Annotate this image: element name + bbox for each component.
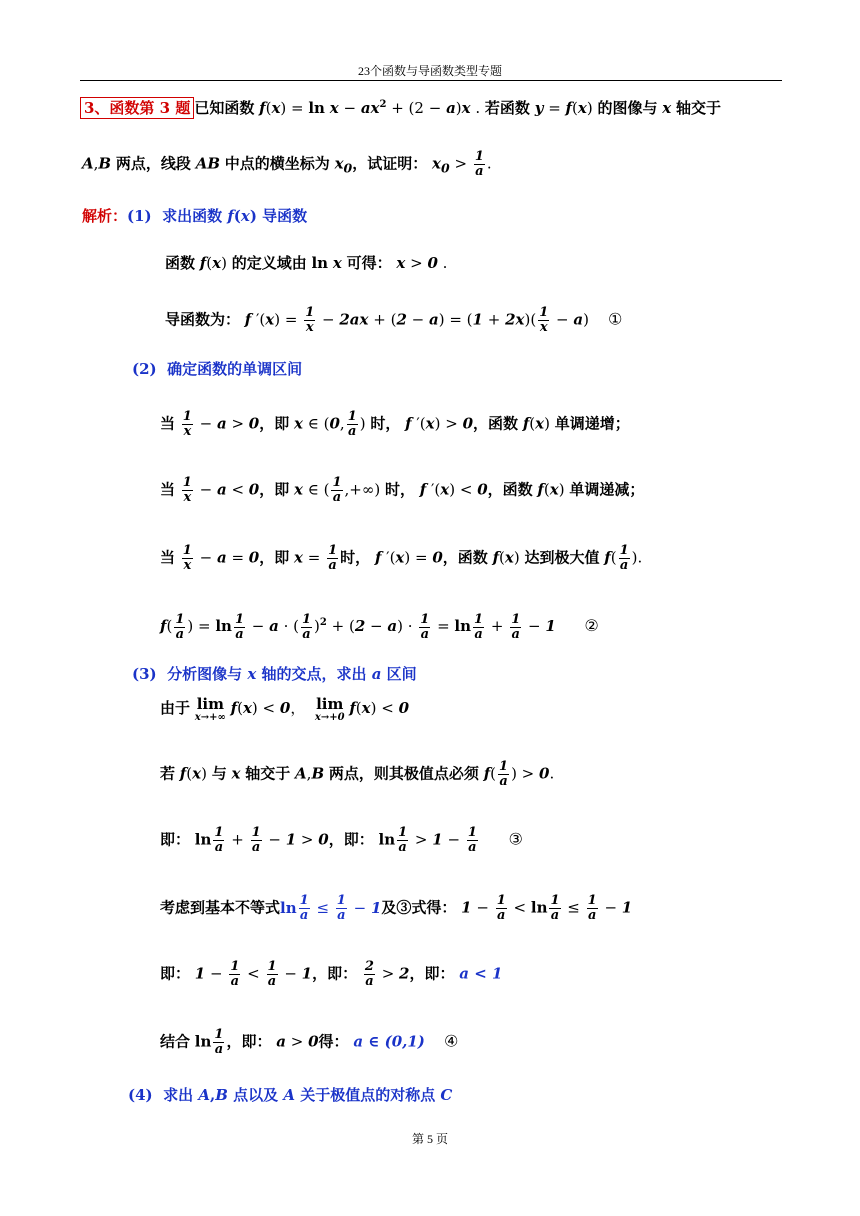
- solution-step-3-line-3: 即： ln $\frac{1}{a}$ + $\frac{1}{a}$ − 1 > 0，即： ln $\frac{1}{a}$ > 1 − $\frac{1}{a}$ ③: [160, 825, 523, 855]
- solution-step-3-title: (3) 分析图像与 x 轴的交点，求出 a 区间: [132, 665, 417, 683]
- solution-step-1-line-2: 导函数为： f ′(x) = $\frac{1}{x}$ − 2ax + (2 − a) = (1 + 2x)( $\frac{1}{x}$ − a) ①: [165, 305, 623, 335]
- solution-step-4-title: (4) 求出 A,B 点以及 A 关于极值点的对称点 C: [128, 1086, 453, 1104]
- solution-step-2-line-1: 当 $\frac{1}{x}$ − a > 0，即 x ∈ (0, $\frac{1}{a}$ ) 时， f ′(x) > 0，函数 f(x) 单调递增；: [160, 409, 630, 439]
- solution-step-1-line-1: 函数 f(x) 的定义域由 ln x 可得： x > 0 .: [165, 254, 448, 272]
- solution-step-1-title: 解析：(1) 求出函数 f(x) 导函数: [82, 207, 308, 225]
- page-footer: 第 5 页: [411, 1132, 448, 1146]
- solution-step-3-line-1: 由于 lim x→+∞ f(x) < 0， lim x→+0 f(x) < 0: [160, 695, 409, 723]
- solution-step-2-title: (2) 确定函数的单调区间: [132, 360, 303, 378]
- solution-step-3-line-2: 若 f(x) 与 x 轴交于 A,B 两点，则其极值点必须 f( $\frac{1}{a}$ ) > 0.: [160, 759, 555, 789]
- header-divider: [80, 80, 782, 81]
- solution-step-2-line-4: f( $\frac{1}{a}$ ) = ln $\frac{1}{a}$ − a · ( $\frac{1}{a}$ )$^2$ + (2 − a) · $\frac{1}{a}$ = ln $\frac{1}{a}$ + $\frac{1}{a}$ − 1 ②: [160, 611, 599, 642]
- problem-line-2: A,B 两点，线段 AB 中点的横坐标为 $x_0$，试证明： $x_0$ > $\frac{1}{a}$ .: [82, 149, 492, 179]
- solution-step-3-line-5: 即： 1 − $\frac{1}{a}$ < $\frac{1}{a}$ − 1，即： $\frac{2}{a}$ > 2，即： a < 1: [160, 959, 503, 989]
- problem-tag: 3、函数第 3 题: [80, 97, 194, 119]
- solution-step-3-line-4: 考虑到基本不等式ln $\frac{1}{a}$ ≤ $\frac{1}{a}$ − 1及③式得： 1 − $\frac{1}{a}$ < ln $\frac{1}{a}$ ≤ $\frac{1}{a}$ − 1: [160, 893, 633, 923]
- problem-line-1: 3、函数第 3 题 已知函数 $f(x) = \ln x - ax^2 + (2 - a)x$ . 若函数 y = f(x) 的图像与 x 轴交于: [80, 94, 721, 119]
- solution-step-2-line-3: 当 $\frac{1}{x}$ − a = 0，即 x = $\frac{1}{a}$ 时， f ′(x) = 0，函数 f(x) 达到极大值 f( $\frac{1}{a}$ ).: [160, 543, 643, 573]
- solution-step-2-line-2: 当 $\frac{1}{x}$ − a < 0，即 x ∈ ( $\frac{1}{a}$ ,+∞) 时， f ′(x) < 0，函数 f(x) 单调递减；: [160, 475, 645, 505]
- solution-step-3-line-6: 结合 ln $\frac{1}{a}$ ，即： a > 0得： a ∈ (0,1) ④: [160, 1027, 459, 1057]
- page-header: 23个函数与导函数类型专题: [357, 64, 502, 78]
